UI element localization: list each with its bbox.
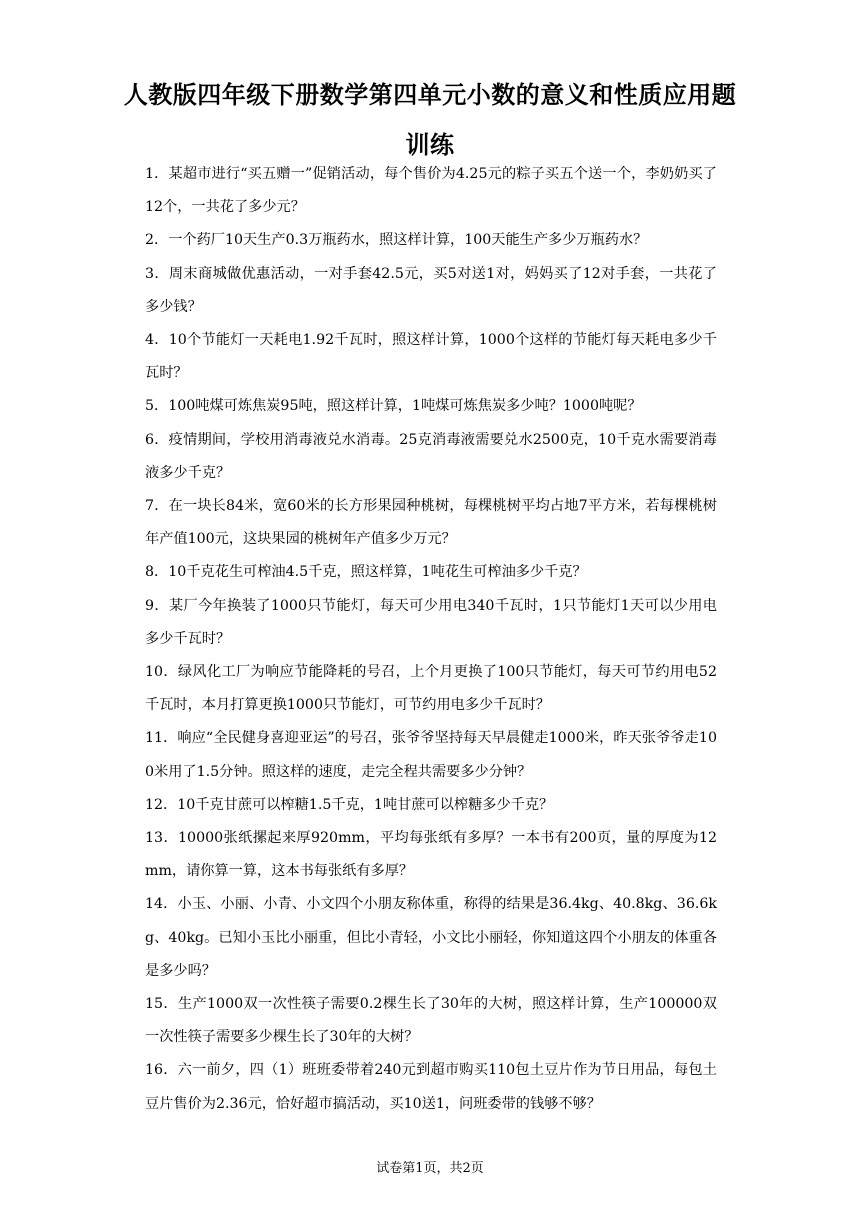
- question-item: 1．某超市进行“买五赠一”促销活动，每个售价为4.25元的粽子买五个送一个，李奶奶买了12个，一共花了多少元？: [145, 166, 717, 216]
- question-item: 15．生产1000双一次性筷子需要0.2棵生长了30年的大树，照这样计算，生产100000双一次性筷子需要多少棵生长了30年的大树？: [145, 996, 717, 1046]
- question-item: 2．一个药厂10天生产0.3万瓶药水，照这样计算，100天能生产多少万瓶药水？: [145, 232, 648, 249]
- question-item: 7．在一块长84米，宽60米的长方形果园种桃树，每棵桃树平均占地7平方米，若每棵桃树年产值100元，这块果园的桃树年产值多少万元？: [145, 498, 717, 548]
- question-item: 4．10个节能灯一天耗电1.92千瓦时，照这样计算，1000个这样的节能灯每天耗电多少千瓦时？: [145, 332, 717, 382]
- question-item: 3．周末商城做优惠活动，一对手套42.5元，买5对送1对，妈妈买了12对手套，一共花了多少钱？: [145, 265, 717, 315]
- question-item: 16．六一前夕，四（1）班班委带着240元到超市购买110包土豆片作为节日用品，每包土豆片售价为2.36元，恰好超市搞活动，买10送1，问班委带的钱够不够？: [145, 1062, 717, 1112]
- question-item: 12．10千克甘蔗可以榨糖1.5千克，1吨甘蔗可以榨糖多少千克？: [145, 796, 554, 813]
- question-item: 5．100吨煤可炼焦炭95吨，照这样计算，1吨煤可炼焦炭多少吨？1000吨呢？: [145, 398, 642, 415]
- question-item: 10．绿风化工厂为响应节能降耗的号召，上个月更换了100只节能灯，每天可节约用电52千瓦时，本月打算更换1000只节能灯，可节约用电多少千瓦时？: [145, 664, 717, 714]
- question-item: 8．10千克花生可榨油4.5千克，照这样算，1吨花生可榨油多少千克？: [145, 564, 587, 581]
- page-footer: 试卷第1页，共2页: [376, 1161, 484, 1176]
- question-item: 6．疫情期间，学校用消毒液兑水消毒。25克消毒液需要兑水2500克，10千克水需要消毒液多少千克？: [145, 431, 717, 481]
- question-item: 11．响应“全民健身喜迎亚运”的号召，张爷爷坚持每天早晨健走1000米，昨天张爷爷走100米用了1.5分钟。照这样的速度，走完全程共需要多少分钟？: [145, 730, 717, 780]
- question-item: 13．10000张纸摞起来厚920mm，平均每张纸有多厚？一本书有200页，量的厚度为12mm，请你算一算，这本书每张纸有多厚？: [145, 830, 717, 880]
- question-item: 14．小玉、小丽、小青、小文四个小朋友称体重，称得的结果是36.4kg、40.8kg、36.6kg、40kg。已知小玉比小丽重，但比小青轻，小文比小丽轻，你知道这四个小朋友的体重各是多少吗？: [145, 896, 717, 979]
- question-item: 9．某厂今年换装了1000只节能灯，每天可少用电340千瓦时，1只节能灯1天可以少用电多少千瓦时？: [145, 597, 717, 647]
- question-list: [145, 158, 717, 1121]
- page-title: 人教版四年级下册数学第四单元小数的意义和性质应用题训练: [123, 80, 737, 159]
